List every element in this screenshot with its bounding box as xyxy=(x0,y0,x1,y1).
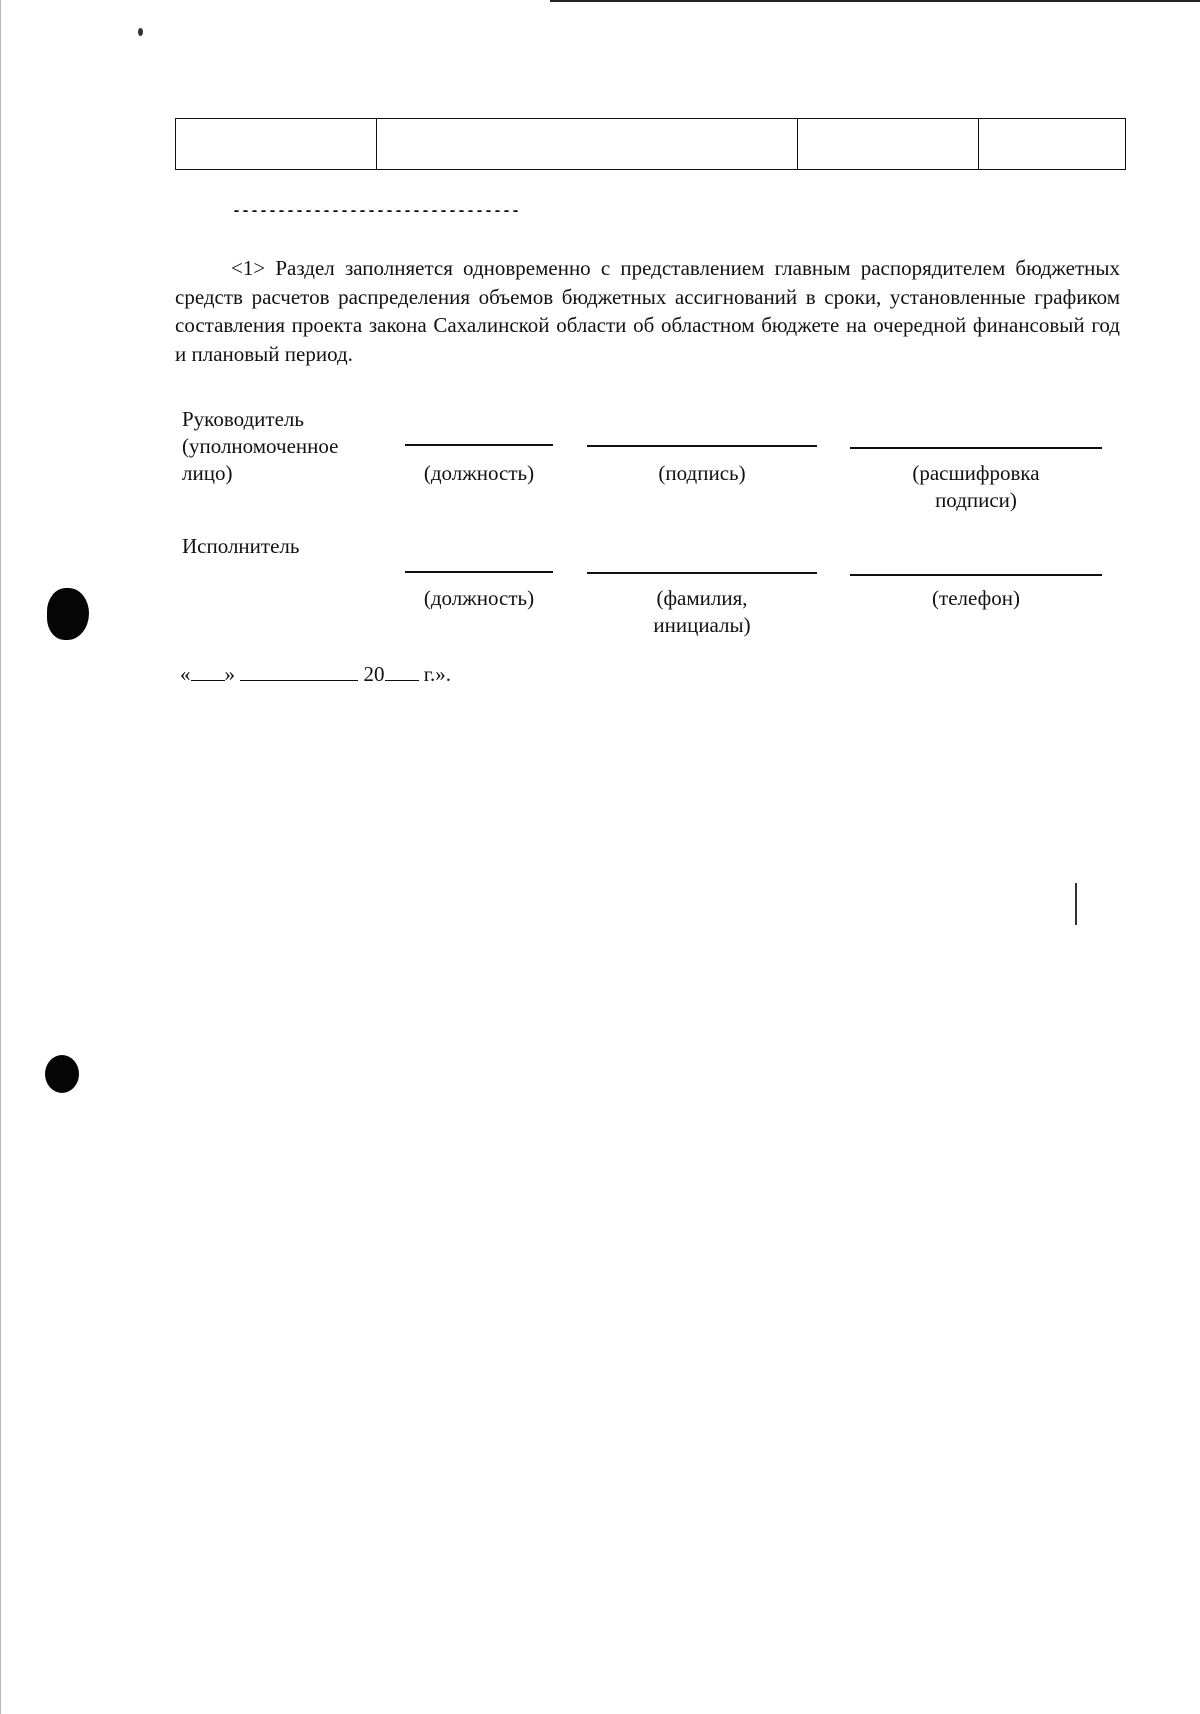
table-cell xyxy=(377,119,798,170)
table-row xyxy=(176,119,1126,170)
executor-position-line[interactable] xyxy=(405,571,553,573)
date-month-blank[interactable] xyxy=(240,660,358,681)
head-signature-caption: (подпись) xyxy=(658,461,746,485)
scan-speck xyxy=(138,28,143,36)
date-open-quote: « xyxy=(180,662,191,686)
head-signature-decoding-caption: (расшифровка подписи) xyxy=(912,461,1040,512)
punch-hole-upper xyxy=(47,588,89,640)
margin-mark xyxy=(1075,883,1077,925)
executor-name-line[interactable] xyxy=(587,572,817,574)
date-year-prefix: 20 xyxy=(363,662,385,686)
head-position-line[interactable] xyxy=(405,444,553,446)
executor-phone-caption: (телефон) xyxy=(932,586,1020,610)
table-cell xyxy=(176,119,377,170)
scan-left-edge xyxy=(0,0,1,1714)
head-label-line: лицо) xyxy=(182,461,233,485)
date-close-quote: » xyxy=(224,662,235,686)
scan-top-edge xyxy=(550,0,1200,2)
head-label xyxy=(182,406,338,487)
head-signature-line[interactable] xyxy=(587,445,817,447)
footnote-separator: -------------------------------- xyxy=(232,203,521,220)
head-signature-decoding-line[interactable] xyxy=(850,447,1102,449)
date-suffix: г.». xyxy=(423,662,451,686)
executor-label: Исполнитель xyxy=(182,534,300,558)
table-cell xyxy=(798,119,979,170)
punch-hole-lower xyxy=(45,1055,79,1093)
executor-phone-line[interactable] xyxy=(850,574,1102,576)
head-label-line: Руководитель xyxy=(182,407,304,431)
table-fragment xyxy=(175,118,1126,170)
executor-position-caption: (должность) xyxy=(423,586,535,610)
head-position-caption: (должность) xyxy=(423,461,535,485)
executor-name-caption: (фамилия, инициалы) xyxy=(653,586,751,637)
table-cell xyxy=(979,119,1126,170)
date-year-blank[interactable] xyxy=(385,660,419,681)
date-day-blank[interactable] xyxy=(191,660,225,681)
date-line xyxy=(180,660,451,688)
footnote-text: <1> Раздел заполняется одновременно с представлением главным распорядителем бюджетных средств расчетов распределения объемов бюджетных ассигнований в сроки, установленные графиком составления проекта закона Сахалинской области об областном бюджете на очередной финансовый год и плановый период. xyxy=(175,256,1120,366)
head-label-line: (уполномоченное xyxy=(182,434,339,458)
